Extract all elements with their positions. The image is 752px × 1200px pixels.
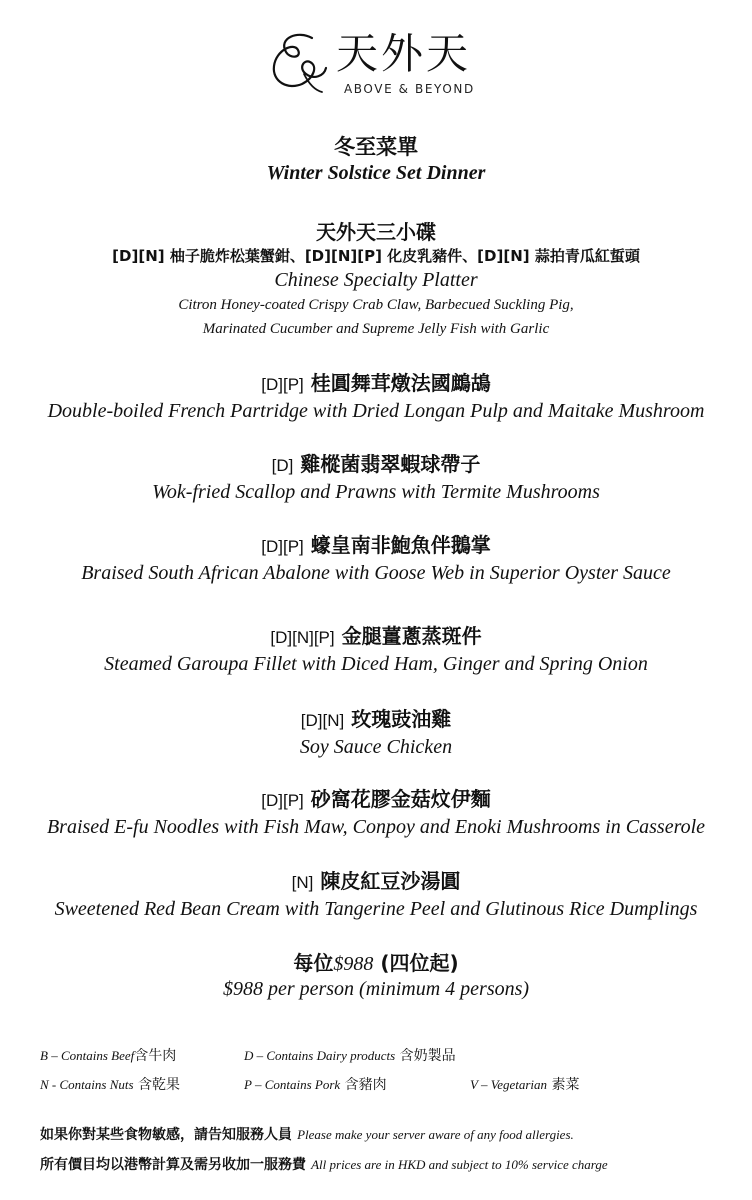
brand-logo <box>0 24 752 104</box>
legend-pork: P – Contains Pork 含豬肉 <box>244 1077 387 1093</box>
service-charge-notice: 所有價目均以港幣計算及需另收加一服務費 All prices are in HKD and subject to 10% service charge <box>40 1157 608 1173</box>
dish-name-cn: [N] 陳皮紅豆沙湯圓 <box>291 869 461 893</box>
dish-6 <box>0 706 752 760</box>
dish-2 <box>0 370 752 424</box>
dish-name-en: Wok-fried Scallop and Prawns with Termite Mushrooms <box>152 481 600 503</box>
dish-name-cn: 天外天三小碟 <box>316 220 436 244</box>
dish-name-en: Chinese Specialty Platter <box>274 269 478 291</box>
allergen-code: [D][P] <box>261 537 304 556</box>
dish-detail-en-line-2: Marinated Cucumber and Supreme Jelly Fish with Garlic <box>202 321 550 337</box>
legend-dairy: D – Contains Dairy products 含奶製品 <box>244 1048 456 1064</box>
dish-name-en: Sweetened Red Bean Cream with Tangerine Peel and Glutinous Rice Dumplings <box>54 898 698 920</box>
dish-name-en: Braised E-fu Noodles with Fish Maw, Conpoy and Enoki Mushrooms in Casserole <box>46 816 706 838</box>
dish-detail-en-line-1: Citron Honey-coated Crispy Crab Claw, Barbecued Suckling Pig, <box>178 297 574 313</box>
dish-name-cn: [D][P] 蠔皇南非鮑魚伴鵝掌 <box>261 533 491 557</box>
ampersand-logo-icon <box>268 28 332 98</box>
allergen-code: [D][N] <box>300 711 345 730</box>
dish-name-en: Braised South African Abalone with Goose Web in Superior Oyster Sauce <box>81 562 671 584</box>
allergy-notice: 如果你對某些食物敏感，請告知服務人員 Please make your server aware of any food allergies. <box>40 1127 574 1143</box>
dish-4 <box>0 532 752 586</box>
dish-name-cn: [D][P] 砂窩花膠金菇炆伊麵 <box>261 787 491 811</box>
dish-name-cn: [D][P] 桂圓舞茸燉法國鷓鴣 <box>261 371 491 395</box>
price-line-cn: 每位$988 (四位起) <box>293 951 459 975</box>
brand-chinese-name: 天外天 <box>336 29 472 78</box>
legend-vegetarian: V – Vegetarian 素菜 <box>470 1077 580 1093</box>
dish-name-en: Double-boiled French Partridge with Dried Longan Pulp and Maitake Mushroom <box>47 400 705 422</box>
allergen-code: [D][P] <box>261 375 304 394</box>
menu-title-cn: 冬至菜單 <box>334 135 418 159</box>
price-section <box>0 949 752 1001</box>
allergen-code: [D] <box>271 456 294 475</box>
dish-3 <box>0 451 752 505</box>
dish-7 <box>0 786 752 840</box>
dish-name-cn: [D][N] 玫瑰豉油雞 <box>300 707 452 731</box>
brand-english-name: ABOVE & BEYOND <box>344 82 475 96</box>
allergen-code: [D][N][P] <box>270 628 335 647</box>
allergen-code: [N] <box>291 873 314 892</box>
dish-8 <box>0 868 752 922</box>
dish-name-en: Steamed Garoupa Fillet with Diced Ham, Ginger and Spring Onion <box>104 653 648 675</box>
dish-1 <box>0 219 752 341</box>
dish-name-en: Soy Sauce Chicken <box>299 736 453 758</box>
dish-name-cn: [D] 雞樅菌翡翠蝦球帶子 <box>271 452 481 476</box>
dish-5 <box>0 623 752 677</box>
price-amount: $988 <box>333 953 374 975</box>
dish-detail-cn: [D][N] 柚子脆炸松葉蟹鉗、[D][N][P] 化皮乳豬件、[D][N] 蒜拍青瓜紅蜇頭 <box>112 247 640 265</box>
allergen-code: [D][P] <box>261 791 304 810</box>
menu-title-en: Winter Solstice Set Dinner <box>266 162 486 184</box>
legend-beef: B – Contains Beef含牛肉 <box>40 1048 177 1064</box>
price-line-en: $988 per person (minimum 4 persons) <box>222 978 530 1000</box>
menu-title <box>0 134 752 186</box>
dish-name-cn: [D][N][P] 金腿薑蔥蒸斑件 <box>270 624 482 648</box>
legend-nuts: N - Contains Nuts 含乾果 <box>40 1077 180 1093</box>
